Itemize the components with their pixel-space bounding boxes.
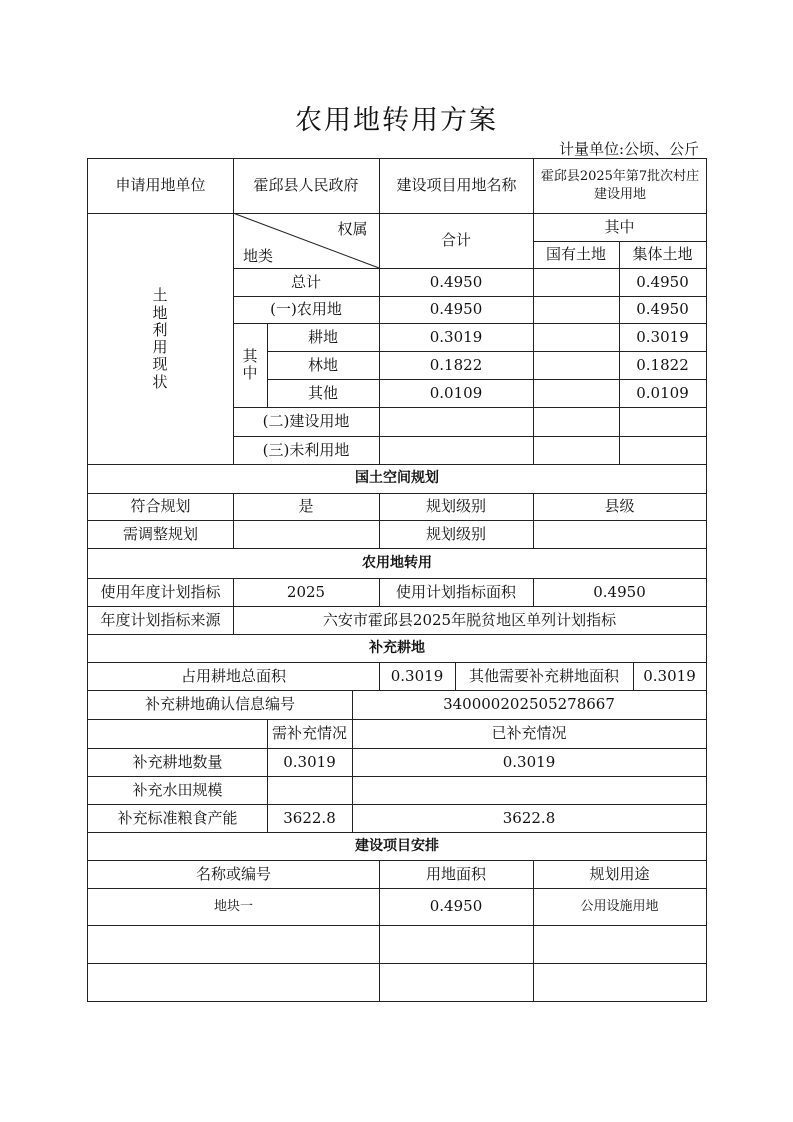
annual-plan-value: 2025	[286, 582, 326, 601]
row-label-agricultural: (一)农用地	[270, 300, 342, 319]
unit-note: 计量单位:公顷、公斤	[558, 140, 699, 158]
arrangement-row-name	[88, 925, 379, 963]
row-construction-collective	[619, 407, 706, 436]
arrangement-row-area: 0.4950	[429, 897, 483, 916]
row-label-forest: 林地	[307, 355, 338, 374]
done-header: 已补充情况	[491, 724, 567, 743]
plan-source-value: 六安市霍邱县2025年脱贫地区单列计划指标	[322, 610, 617, 629]
supplement-row-need: 0.3019	[283, 752, 336, 771]
supplement-row-label: 补充水田规模	[132, 780, 223, 799]
row-construction-state	[533, 407, 619, 436]
row-total-state	[533, 268, 619, 296]
row-forest-state	[533, 351, 619, 379]
col-collective-header: 集体土地	[632, 245, 693, 264]
supplement-row-label: 补充耕地数量	[132, 752, 223, 771]
row-unused-total	[379, 436, 533, 464]
occupied-area-label: 占用耕地总面积	[180, 666, 286, 685]
arrangement-row-name	[88, 963, 379, 1001]
row-other-total: 0.0109	[429, 383, 483, 402]
row-forest-collective: 0.1822	[636, 355, 689, 374]
other-area-value: 0.3019	[643, 666, 696, 685]
row-total-total: 0.4950	[429, 272, 483, 291]
document-title: 农用地转用方案	[295, 105, 498, 136]
adjust-level-label: 规划级别	[425, 524, 486, 543]
plan-source-label: 年度计划指标来源	[100, 610, 221, 629]
supplement-section-title: 补充耕地	[369, 639, 425, 656]
row-total-collective: 0.4950	[636, 272, 689, 291]
plan-area-value: 0.4950	[593, 582, 646, 601]
landtype-diag-label: 地类	[242, 246, 273, 265]
applicant-label: 申请用地单位	[115, 176, 206, 195]
conform-label: 符合规划	[130, 497, 191, 516]
project-value: 霍邱县2025年第7批次村庄建设用地	[540, 168, 700, 202]
applicant-value: 霍邱县人民政府	[253, 176, 359, 195]
of-which-side-label: 其 中	[242, 346, 258, 382]
planning-section-title: 国土空间规划	[355, 470, 439, 487]
supplement-row-done: 0.3019	[502, 752, 556, 771]
conform-value: 是	[298, 497, 314, 516]
row-agricultural-state	[533, 296, 619, 323]
conversion-section-title: 农用地转用	[362, 554, 432, 571]
row-forest-total: 0.1822	[429, 355, 483, 374]
col-of-which-header: 其中	[604, 217, 635, 236]
adjust-value	[233, 520, 379, 548]
arrangement-row-area	[379, 925, 533, 963]
land-status-section-label: 土 地 利 用 现 状	[152, 286, 168, 391]
arrangement-row-name: 地块一	[213, 898, 253, 914]
row-label-construction: (二)建设用地	[262, 412, 350, 431]
row-unused-collective	[619, 436, 706, 464]
supplement-row-label: 补充标准粮食产能	[117, 808, 238, 827]
supplement-row-need	[267, 776, 352, 804]
col-total-header: 合计	[440, 231, 471, 250]
row-other-collective: 0.0109	[636, 383, 689, 402]
row-label-cultivated: 耕地	[307, 327, 338, 346]
adjust-label: 需调整规划	[122, 524, 198, 543]
arrangement-row-use	[533, 963, 706, 1001]
col-use-header: 规划用途	[589, 864, 650, 883]
col-state-header: 国有土地	[545, 245, 606, 264]
other-area-label: 其他需要补充耕地面积	[468, 666, 619, 685]
plan-area-label: 使用计划指标面积	[395, 582, 516, 601]
ownership-diag-label: 权属	[337, 219, 368, 238]
row-agricultural-collective: 0.4950	[636, 300, 689, 319]
planning-level-label: 规划级别	[425, 497, 486, 516]
row-construction-total	[379, 407, 533, 436]
supplement-row-need: 3622.8	[283, 808, 336, 827]
row-label-unused: (三)未利用地	[262, 440, 350, 459]
row-other-state	[533, 379, 619, 407]
need-header: 需补充情况	[271, 724, 347, 743]
row-unused-state	[533, 436, 619, 464]
project-label: 建设项目用地名称	[396, 176, 517, 195]
supplement-row-done	[352, 776, 706, 804]
row-label-other: 其他	[307, 383, 338, 402]
confirm-number-label: 补充耕地确认信息编号	[144, 695, 295, 714]
row-cultivated-total: 0.3019	[429, 327, 483, 346]
confirm-number-value: 340000202505278667	[443, 695, 615, 714]
adjust-level-value	[533, 520, 706, 548]
row-label-total: 总计	[290, 272, 321, 291]
col-name-header: 名称或编号	[195, 864, 271, 883]
supplement-row-done: 3622.8	[502, 808, 556, 827]
row-cultivated-collective: 0.3019	[636, 327, 689, 346]
arrangement-row-area	[379, 963, 533, 1001]
row-cultivated-state	[533, 323, 619, 351]
arrangement-row-use	[533, 925, 706, 963]
occupied-area-value: 0.3019	[390, 666, 444, 685]
planning-level-value: 县级	[604, 497, 635, 516]
arrangement-row-use: 公用设施用地	[580, 898, 659, 914]
row-agricultural-total: 0.4950	[429, 300, 483, 319]
arrangement-section-title: 建设项目安排	[355, 837, 439, 854]
col-area-header: 用地面积	[425, 864, 486, 883]
annual-plan-label: 使用年度计划指标	[100, 582, 221, 601]
